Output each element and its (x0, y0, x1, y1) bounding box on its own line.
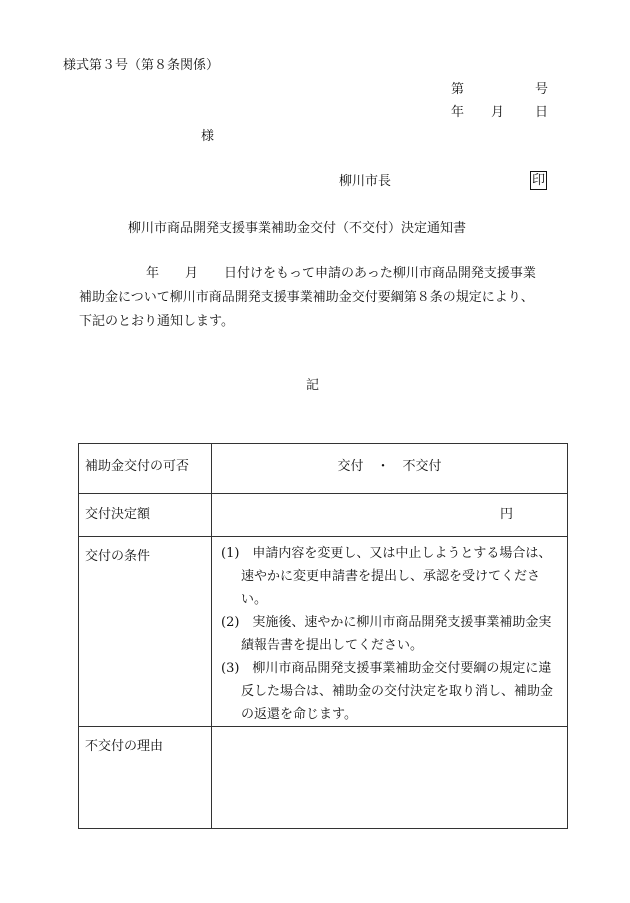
amount-label: 交付決定額 (79, 494, 212, 537)
amount-cell (212, 494, 568, 537)
body-year-label: 年 (146, 266, 160, 281)
table-row-amount (79, 494, 568, 537)
approval-cell (212, 444, 568, 494)
date-day-label: 日 (535, 105, 549, 120)
body-month-label: 月 (185, 266, 199, 281)
body-line-1-text: 日付けをもって申請のあった柳川市商品開発支援事業 (224, 266, 536, 281)
approval-label: 補助金交付の可否 (79, 444, 212, 494)
form-number: 様式第３号（第８条関係） (63, 58, 220, 73)
decision-table (78, 443, 568, 829)
reason-label: 不交付の理由 (79, 727, 212, 829)
amount-unit: 円 (499, 507, 513, 522)
recipient-honorific: 様 (201, 129, 215, 144)
date-month-label: 月 (491, 105, 505, 120)
body-line-3: 下記のとおり通知します。 (79, 314, 234, 329)
conditions-list (212, 537, 567, 726)
ki-heading: 記 (306, 378, 320, 393)
table-row-conditions (79, 537, 568, 727)
condition-item: (3) 柳川市商品開発支援事業補助金交付要綱の規定に違反した場合は、補助金の交付決定を取り消し、補助金の返還を命じます。 (221, 661, 554, 722)
table-row-approval (79, 444, 568, 494)
conditions-cell (212, 537, 568, 727)
conditions-label: 交付の条件 (79, 537, 212, 727)
issuer-name: 柳川市長 (339, 174, 392, 189)
body-line-1 (79, 262, 567, 286)
body-line-2: 補助金について柳川市商品開発支援事業補助金交付要綱第８条の規定により、 (79, 290, 534, 305)
condition-item: (2) 実施後、速やかに柳川市商品開発支援事業補助金実績報告書を提出してください。 (221, 615, 552, 653)
document-title: 柳川市商品開発支援事業補助金交付（不交付）決定通知書 (128, 221, 467, 236)
seal-mark: 印 (532, 173, 546, 188)
document-number-suffix: 号 (535, 82, 549, 97)
date-year-label: 年 (451, 105, 465, 120)
reason-cell (212, 727, 568, 829)
notification-body (79, 262, 567, 334)
document-number-prefix: 第 (451, 82, 465, 97)
condition-item: (1) 申請内容を変更し、又は中止しようとする場合は、速やかに変更申請書を提出し、承認を受けてください。 (221, 546, 552, 607)
table-row-reason (79, 727, 568, 829)
approval-value: 交付 ・ 不交付 (337, 459, 442, 474)
